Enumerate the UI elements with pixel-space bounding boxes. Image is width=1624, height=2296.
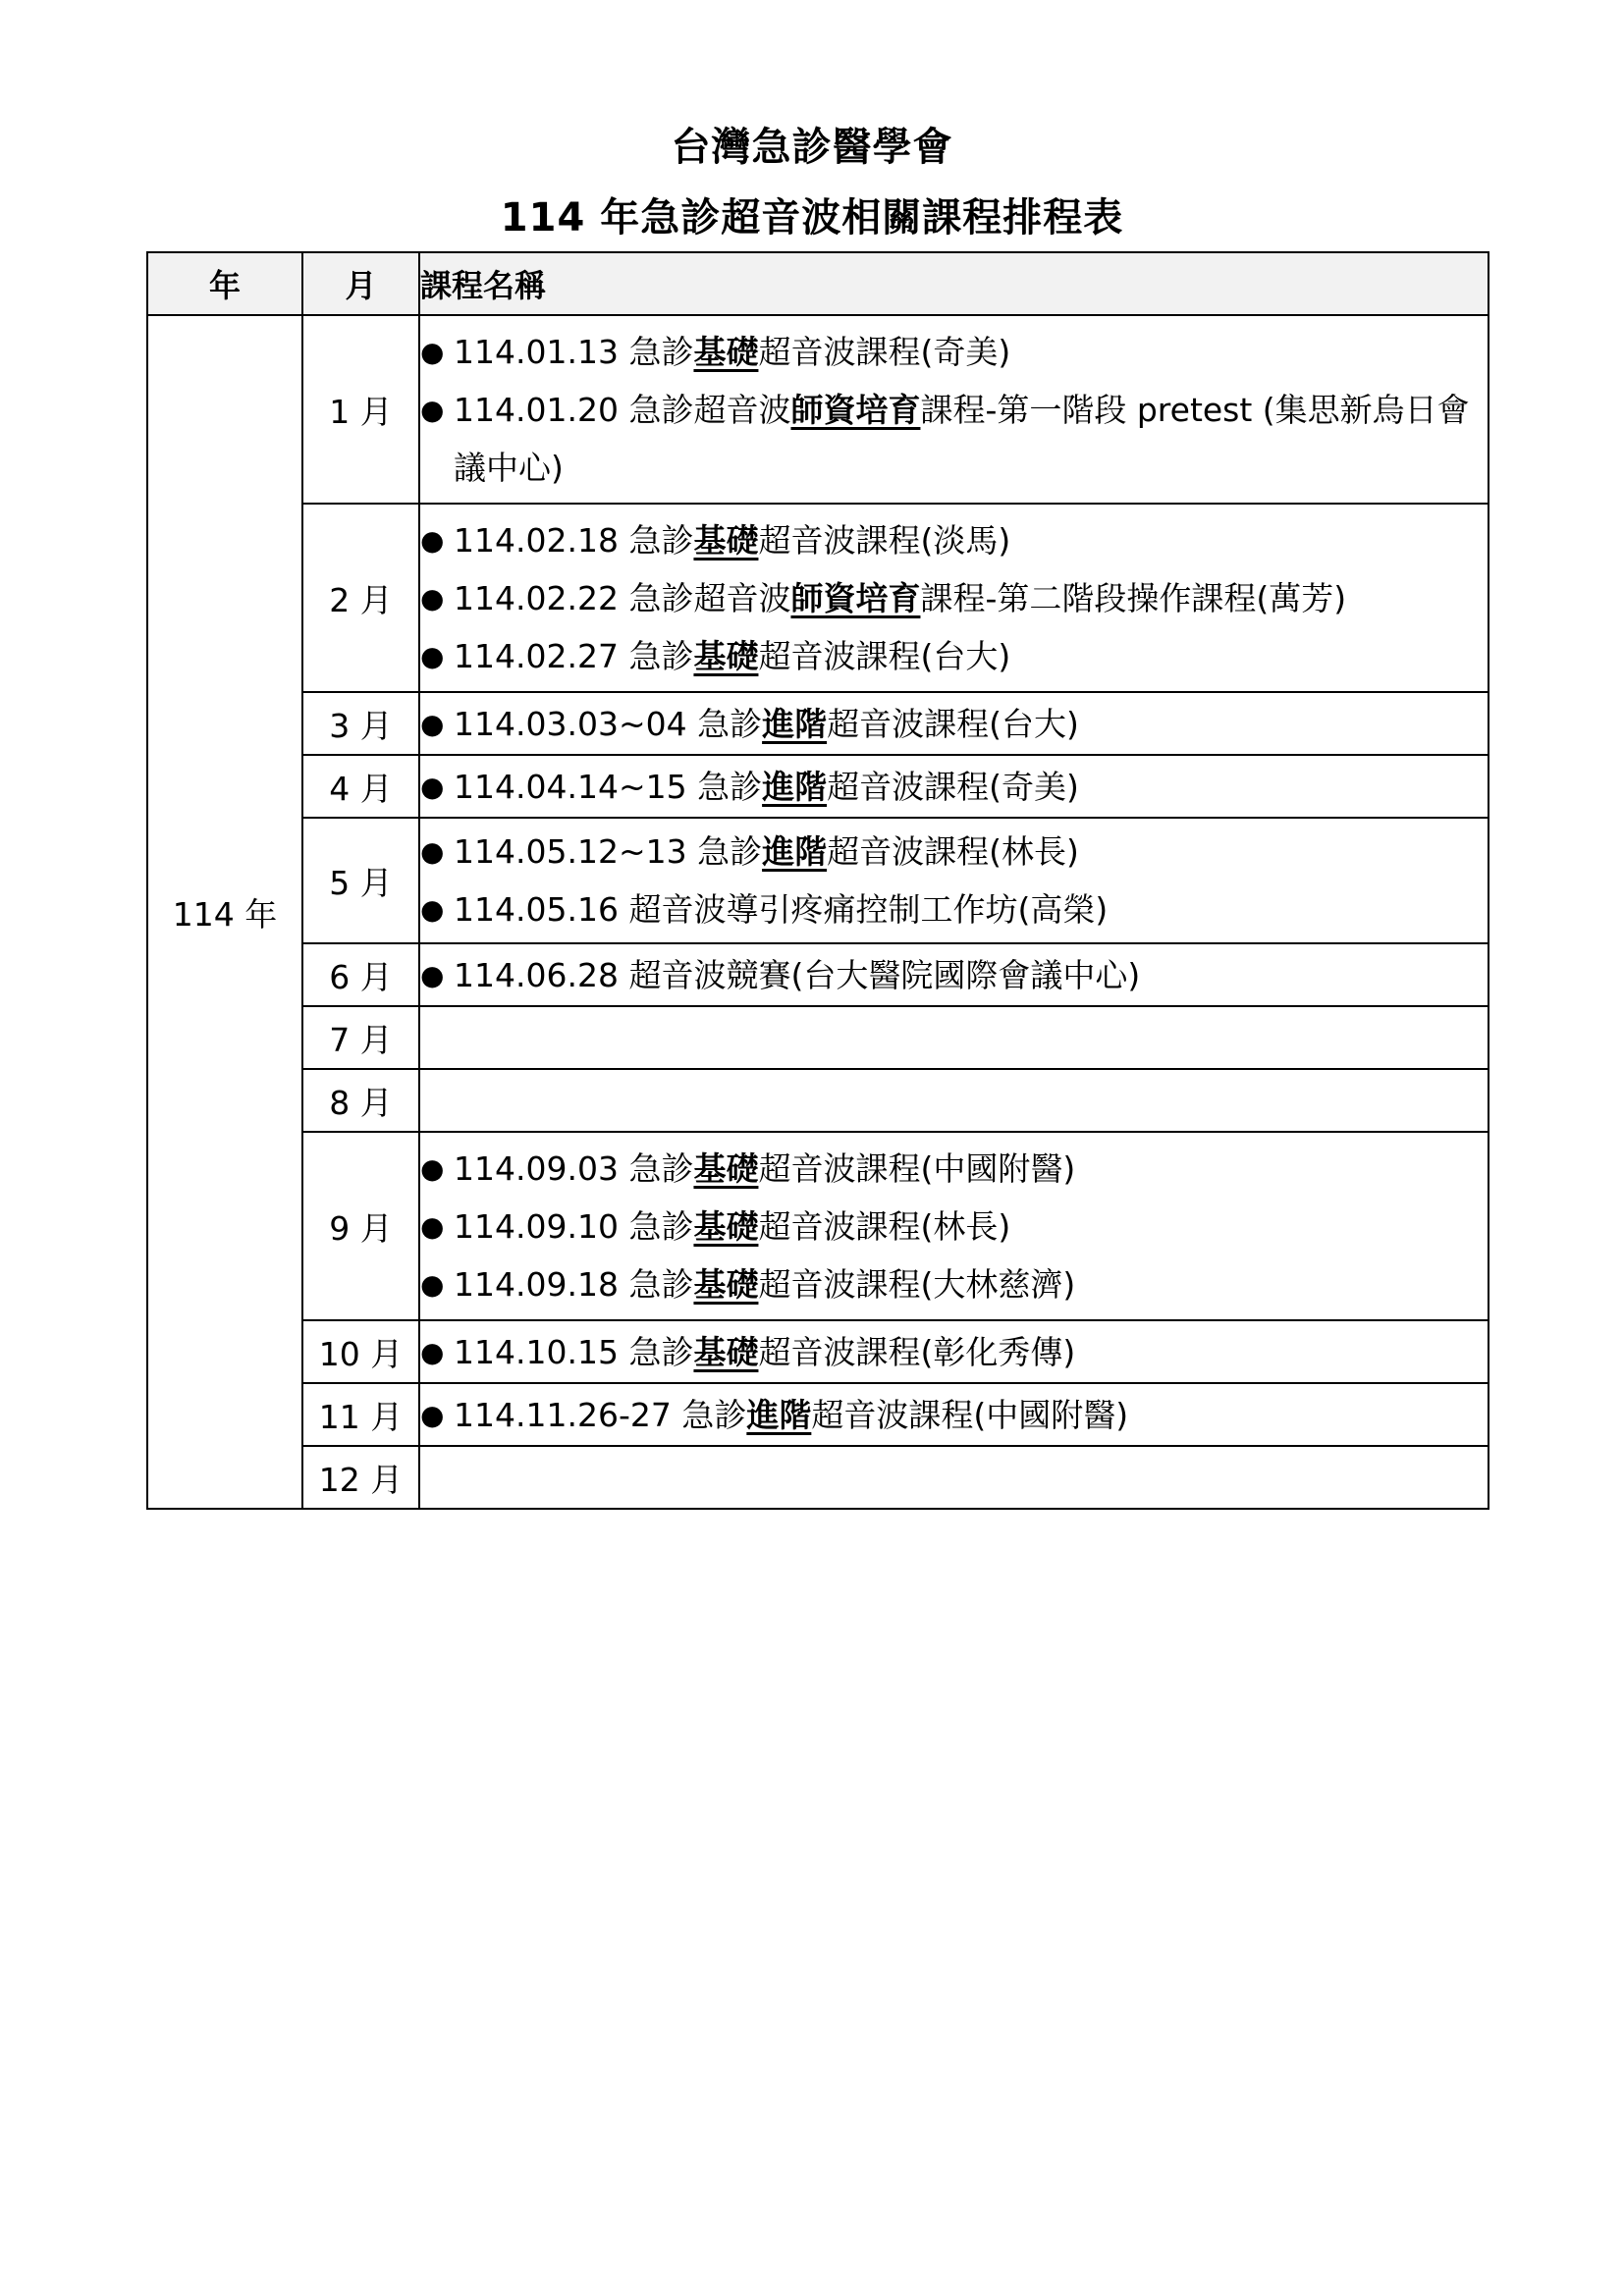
table-row: [147, 315, 1489, 504]
bullet-icon: ●: [420, 1335, 445, 1368]
list-item: [420, 627, 1488, 685]
month-cell: 3 月: [302, 692, 419, 755]
table-row: [147, 692, 1489, 755]
list-item: [420, 511, 1488, 569]
list-item: [420, 695, 1488, 753]
course-text: 114.03.03~04 急診: [454, 704, 763, 743]
course-cell: [419, 818, 1489, 943]
bullet-icon: ●: [420, 639, 445, 672]
month-cell: 4 月: [302, 755, 419, 818]
course-text: 114.09.18 急診: [454, 1264, 694, 1304]
header-year: 年: [147, 252, 302, 315]
header-month: 月: [302, 252, 419, 315]
table-row: [147, 755, 1489, 818]
course-text: 114.09.10 急診: [454, 1206, 694, 1246]
course-cell: [419, 1006, 1489, 1069]
table-row: [147, 943, 1489, 1006]
course-detail: 超音波課程(中國附醫): [758, 1148, 1076, 1188]
table-row: [147, 1446, 1489, 1509]
course-cell: [419, 315, 1489, 504]
course-text: 114.01.20 急診超音波: [454, 390, 791, 429]
list-item: [420, 1198, 1488, 1255]
course-text: 114.02.27 急診: [454, 636, 694, 675]
bullet-icon: ●: [420, 958, 445, 991]
course-level: 基礎: [693, 1332, 759, 1371]
table-row: [147, 1320, 1489, 1383]
table-row: [147, 504, 1489, 692]
bullet-icon: ●: [420, 1151, 445, 1185]
course-level: 基礎: [693, 520, 759, 560]
course-level: 師資培育: [790, 390, 921, 429]
month-cell: 9 月: [302, 1132, 419, 1320]
course-detail: 超音波課程(中國附醫): [811, 1395, 1129, 1434]
course-cell: [419, 1132, 1489, 1320]
course-level: 基礎: [693, 636, 759, 675]
course-cell: [419, 1069, 1489, 1132]
table-row: [147, 1132, 1489, 1320]
month-cell: 11 月: [302, 1383, 419, 1446]
course-detail: 超音波課程(奇美): [827, 767, 1079, 806]
course-cell: [419, 1383, 1489, 1446]
course-cell: [419, 755, 1489, 818]
course-text: 114.06.28 超音波競賽(台大醫院國際會議中心): [454, 955, 1141, 994]
course-text: 114.04.14~15 急診: [454, 767, 763, 806]
list-item: [420, 758, 1488, 816]
course-detail: 超音波課程(林長): [827, 832, 1079, 871]
course-cell: [419, 504, 1489, 692]
course-level: 基礎: [693, 332, 759, 371]
course-detail: 超音波課程(台大): [758, 636, 1011, 675]
course-detail: 超音波課程(彰化秀傳): [758, 1332, 1076, 1371]
month-cell: 7 月: [302, 1006, 419, 1069]
course-text: 114.05.12~13 急診: [454, 832, 763, 871]
course-text: 114.11.26-27 急診: [454, 1395, 747, 1434]
bullet-icon: ●: [420, 1209, 445, 1243]
course-cell: [419, 943, 1489, 1006]
bullet-icon: ●: [420, 835, 445, 868]
table-row: [147, 1069, 1489, 1132]
course-text: 114.10.15 急診: [454, 1332, 694, 1371]
list-item: [420, 823, 1488, 881]
course-level: 基礎: [693, 1264, 759, 1304]
bullet-icon: ●: [420, 393, 445, 426]
list-item: [420, 946, 1488, 1004]
bullet-icon: ●: [420, 1398, 445, 1431]
month-cell: 12 月: [302, 1446, 419, 1509]
course-level: 進階: [762, 832, 828, 871]
course-level: 進階: [762, 767, 828, 806]
list-item: [420, 381, 1488, 497]
year-cell: 114 年: [147, 315, 302, 1509]
course-text: 114.01.13 急診: [454, 332, 694, 371]
month-cell: 6 月: [302, 943, 419, 1006]
list-item: [420, 323, 1488, 381]
table-row: [147, 1383, 1489, 1446]
course-level: 基礎: [693, 1148, 759, 1188]
month-cell: 10 月: [302, 1320, 419, 1383]
org-title: 台灣急診醫學會: [671, 125, 953, 170]
table-row: [147, 818, 1489, 943]
course-level: 師資培育: [790, 578, 921, 617]
list-item: [420, 1323, 1488, 1381]
bullet-icon: ●: [420, 1267, 445, 1301]
course-level: 進階: [746, 1395, 812, 1434]
course-text: 114.05.16 超音波導引疼痛控制工作坊(高榮): [454, 890, 1109, 929]
table-row: [147, 1006, 1489, 1069]
table-header-row: [147, 252, 1489, 315]
bullet-icon: ●: [420, 581, 445, 614]
course-detail: 超音波課程(林長): [758, 1206, 1011, 1246]
month-cell: 2 月: [302, 504, 419, 692]
list-item: [420, 881, 1488, 938]
course-text: 114.09.03 急診: [454, 1148, 694, 1188]
month-cell: 8 月: [302, 1069, 419, 1132]
bullet-icon: ●: [420, 523, 445, 557]
bullet-icon: ●: [420, 770, 445, 803]
course-detail: 課程-第二階段操作課程(萬芳): [920, 578, 1347, 617]
page-title: 114 年急診超音波相關課程排程表: [500, 195, 1124, 240]
course-level: 進階: [762, 704, 828, 743]
list-item: [420, 1386, 1488, 1444]
course-level: 基礎: [693, 1206, 759, 1246]
course-detail: 超音波課程(奇美): [758, 332, 1011, 371]
course-text: 114.02.22 急診超音波: [454, 578, 791, 617]
course-detail: 超音波課程(大林慈濟): [758, 1264, 1076, 1304]
month-cell: 5 月: [302, 818, 419, 943]
bullet-icon: ●: [420, 893, 445, 926]
course-detail: 超音波課程(台大): [827, 704, 1079, 743]
course-detail: 課程-第一階段 pretest (集思新烏日會議中心): [454, 390, 1470, 487]
course-detail: 超音波課程(淡馬): [758, 520, 1011, 560]
header-course-name: 課程名稱: [419, 252, 1489, 315]
list-item: [420, 1255, 1488, 1313]
course-cell: [419, 1446, 1489, 1509]
schedule-table: [146, 251, 1489, 1510]
bullet-icon: ●: [420, 335, 445, 368]
course-cell: [419, 1320, 1489, 1383]
course-text: 114.02.18 急診: [454, 520, 694, 560]
course-cell: [419, 692, 1489, 755]
bullet-icon: ●: [420, 707, 445, 740]
month-cell: 1 月: [302, 315, 419, 504]
list-item: [420, 1140, 1488, 1198]
list-item: [420, 569, 1488, 627]
